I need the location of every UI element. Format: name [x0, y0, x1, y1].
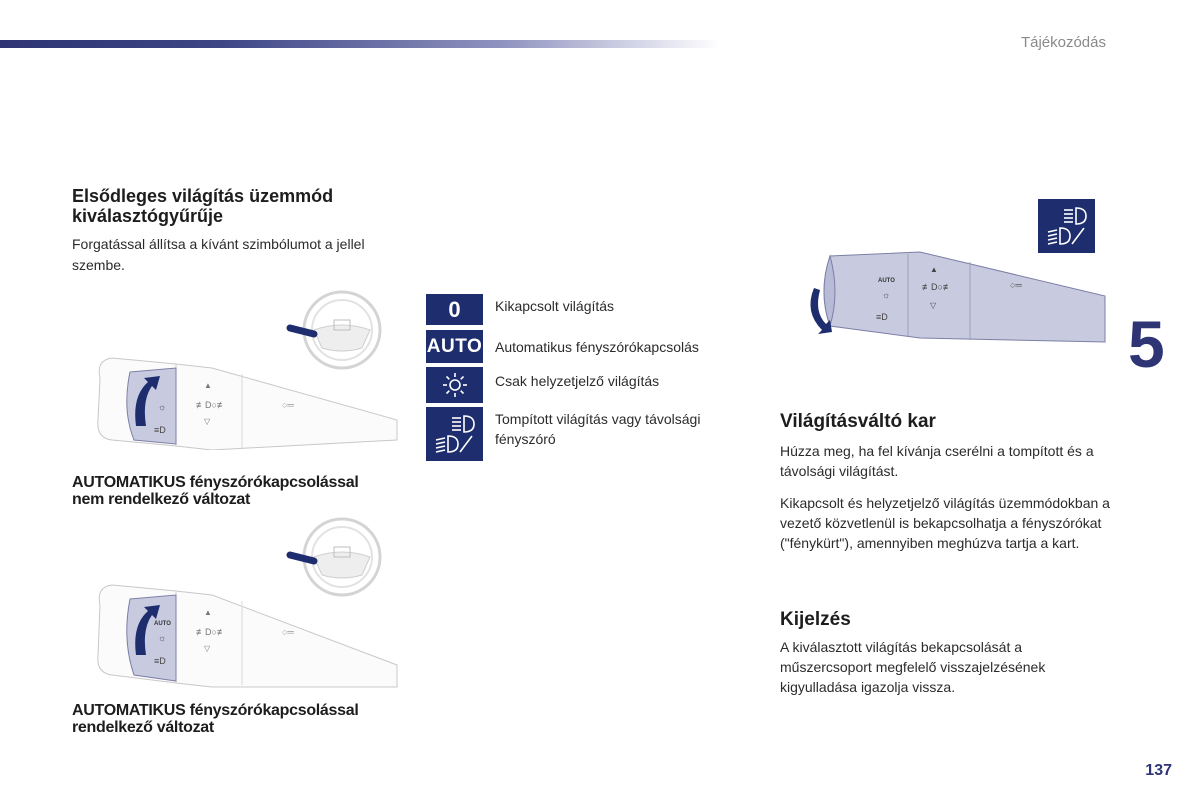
main-beam-indicator-icon	[1038, 199, 1095, 253]
display-heading: Kijelzés	[780, 609, 851, 630]
caption-no-auto	[72, 474, 412, 508]
caption-auto	[72, 702, 412, 736]
display-text: A kiválasztott világítás bekapcsolását a műszercsoport megfelelő visszajelzésének kigyulladása igazolja vissza.	[780, 639, 1046, 695]
svg-text:AUTO: AUTO	[878, 278, 895, 284]
svg-text:≢D○≢: ≢D○≢	[922, 282, 952, 292]
lights-off-icon: 0	[426, 294, 483, 325]
header-bar	[0, 40, 720, 48]
caption-line-2: rendelkező változat	[72, 719, 214, 736]
steering-wheel-icon	[290, 519, 380, 595]
caption-line-1: AUTOMATIKUS fényszórókapcsolással	[72, 474, 359, 491]
mode-label-auto: Automatikus fényszórókapcsolás	[495, 339, 699, 355]
svg-text:▽: ▽	[204, 417, 211, 426]
mode-label-dipped-main: Tompított világítás vagy távolsági fényszóró	[495, 411, 701, 447]
sun-symbol	[442, 372, 468, 398]
svg-text:☼: ☼	[158, 402, 167, 412]
heading-line-2: kiválasztógyűrűje	[72, 206, 224, 226]
mode-label-sidelights: Csak helyzetjelző világítás	[495, 373, 660, 389]
dipswitch-text-2: Kikapcsolt és helyzetjelző világítás üzemmódokban a vezető közvetlenül is bekapcsolhatja a fényszórókat ("fénykürt"), amennyiben meghúzva tartja a kart.	[780, 495, 1110, 551]
section-title: Tájékozódás	[1020, 34, 1106, 51]
headlamp-symbols	[430, 410, 480, 458]
primary-selector-text: Forgatással állítsa a kívánt szimbólumot a jellel szembe.	[72, 236, 365, 273]
svg-text:≡D: ≡D	[876, 312, 888, 322]
svg-text:≡D: ≡D	[154, 425, 166, 435]
chapter-number: 5	[1128, 307, 1165, 381]
caption-line-1: AUTOMATIKUS fényszórókapcsolással	[72, 702, 359, 719]
svg-text:○═: ○═	[282, 627, 294, 637]
mode-label-off: Kikapcsolt világítás	[495, 298, 615, 314]
svg-text:≢D○≢: ≢D○≢	[196, 627, 226, 637]
dipswitch-heading: Világításváltó kar	[780, 411, 936, 432]
dipped-main-beam-icon	[426, 407, 483, 461]
lever-illustration-no-auto	[92, 290, 402, 450]
steering-wheel-icon	[290, 292, 380, 368]
svg-text:▲: ▲	[204, 381, 212, 390]
page-number: 137	[1145, 762, 1172, 779]
svg-text:▽: ▽	[930, 301, 937, 310]
svg-text:▲: ▲	[930, 265, 938, 274]
svg-text:≢D○≢: ≢D○≢	[196, 400, 226, 410]
lever-illustration-auto	[92, 515, 402, 690]
dipswitch-lever-illustration	[800, 248, 1110, 348]
svg-text:▽: ▽	[204, 644, 211, 653]
svg-text:☼: ☼	[882, 290, 891, 300]
svg-text:○═: ○═	[282, 400, 294, 410]
dipswitch-text-1: Húzza meg, ha fel kívánja cserélni a tompított és a távolsági világítást.	[780, 443, 1094, 479]
svg-text:○═: ○═	[1010, 280, 1022, 290]
sidelights-icon	[426, 367, 483, 403]
svg-text:≡D: ≡D	[154, 656, 166, 666]
svg-text:▲: ▲	[204, 608, 212, 617]
primary-selector-heading	[72, 186, 402, 226]
auto-lights-icon: AUTO	[426, 330, 483, 363]
svg-text:☼: ☼	[158, 633, 167, 643]
heading-line-1: Elsődleges világítás üzemmód	[72, 186, 334, 206]
caption-line-2: nem rendelkező változat	[72, 491, 251, 508]
lever-auto-label: AUTO	[154, 621, 171, 627]
